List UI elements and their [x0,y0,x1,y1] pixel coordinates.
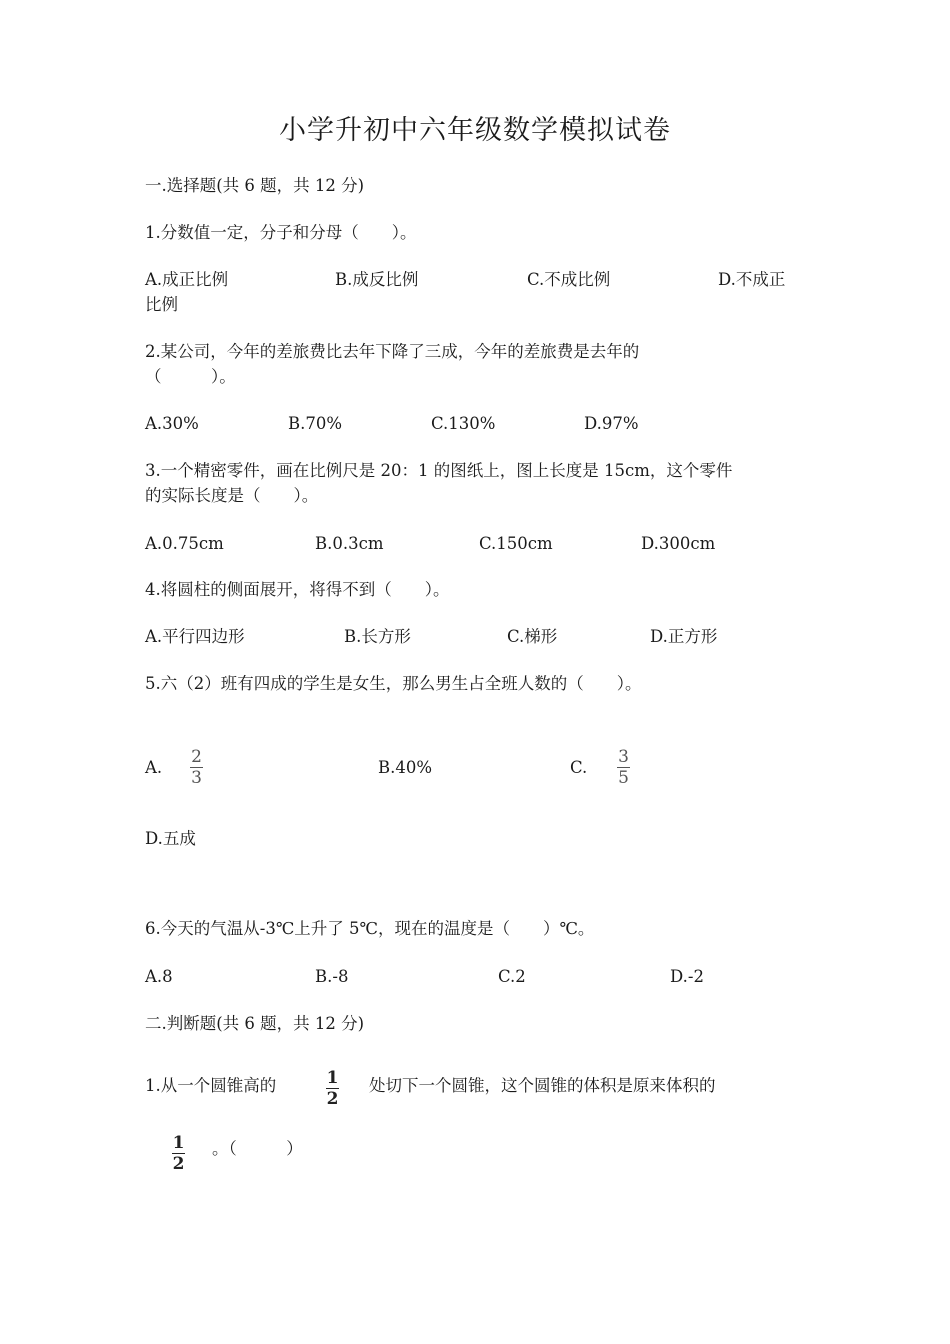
question-5-option-a-fraction [190,748,203,787]
question-5-stem: 5.六（2）班有四成的学生是女生，那么男生占全班人数的（ ）。 [145,674,642,693]
judge-1-fraction-1 [326,1069,339,1108]
question-4-option-c: C.梯形 [507,627,558,646]
question-5-option-c: C. [570,758,588,777]
question-5-option-d: D.五成 [145,829,196,848]
question-4-option-d: D.正方形 [650,627,718,646]
question-2-stem-cont: （ ）。 [145,367,236,386]
question-6-option-d: D.-2 [670,967,704,986]
judge-1-text-part1: 1.从一个圆锥高的 [145,1076,277,1095]
question-1-option-d-wrap: 比例 [145,295,178,314]
question-6-stem: 6.今天的气温从-3℃上升了 5℃，现在的温度是（ ）℃。 [145,919,595,938]
question-3-option-d: D.300cm [641,534,716,553]
question-4-option-b: B.长方形 [344,627,411,646]
question-1-option-b: B.成反比例 [335,270,419,289]
question-1-option-a: A.成正比例 [145,270,229,289]
question-2-stem: 2.某公司，今年的差旅费比去年下降了三成，今年的差旅费是去年的 [145,342,640,361]
question-3-stem: 3.一个精密零件，画在比例尺是 20：1 的图纸上，图上长度是 15cm，这个零件 [145,461,733,480]
question-2-option-c: C.130% [431,414,496,433]
question-1-option-d: D.不成正 [718,270,786,289]
fraction-numerator: 1 [326,1068,339,1088]
question-2-option-d: D.97% [584,414,639,433]
fraction-denominator: 3 [191,768,202,788]
judge-1-text-part2: 处切下一个圆锥，这个圆锥的体积是原来体积的 [369,1076,716,1095]
section-heading-judgement: 二.判断题(共 6 题，共 12 分) [145,1014,365,1033]
fraction-denominator: 2 [326,1089,339,1109]
question-3-option-a: A.0.75cm [145,534,224,553]
question-5-option-a: A. [145,758,163,777]
question-6-option-b: B.-8 [315,967,349,986]
fraction-denominator: 2 [172,1154,185,1174]
question-4-option-a: A.平行四边形 [145,627,245,646]
fraction-denominator: 5 [618,768,629,788]
fraction-numerator: 2 [191,747,202,767]
question-3-stem-cont: 的实际长度是（ ）。 [145,486,319,505]
question-2-option-a: A.30% [145,414,199,433]
question-6-option-c: C.2 [498,967,526,986]
question-1-stem: 1.分数值一定，分子和分母（ ）。 [145,223,417,242]
question-2-option-b: B.70% [288,414,343,433]
judge-1-fraction-2 [172,1134,185,1173]
question-5-option-c-fraction [617,748,630,787]
question-3-option-b: B.0.3cm [315,534,384,553]
section-heading-choice: 一.选择题(共 6 题，共 12 分) [145,176,365,195]
judge-1-text-part3: 。（ ） [212,1139,303,1158]
question-5-option-b: B.40% [378,758,433,777]
page-title: 小学升初中六年级数学模拟试卷 [279,115,671,146]
fraction-numerator: 3 [618,747,629,767]
question-6-option-a: A.8 [145,967,173,986]
question-3-option-c: C.150cm [479,534,553,553]
fraction-numerator: 1 [172,1133,185,1153]
question-4-stem: 4.将圆柱的侧面展开，将得不到（ ）。 [145,580,450,599]
question-1-option-c: C.不成比例 [527,270,611,289]
